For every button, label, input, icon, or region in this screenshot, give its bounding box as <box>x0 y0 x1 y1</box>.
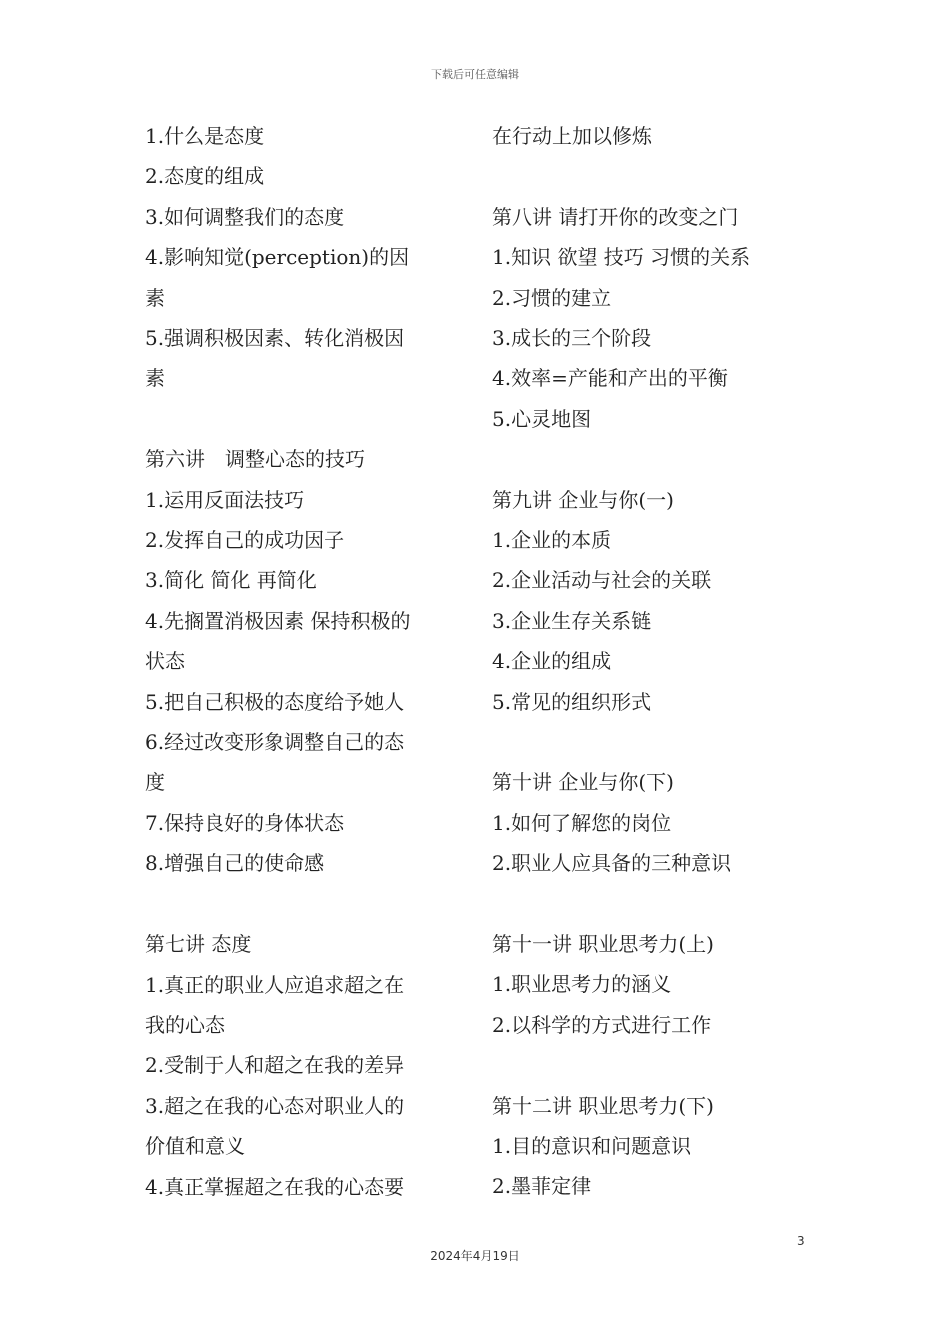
left-column <box>145 116 467 1207</box>
list-item: 2.职业人应具备的三种意识 <box>492 851 732 876</box>
list-item: 5.强调积极因素、转化消极因 <box>145 326 405 351</box>
list-item: 4.影响知觉(perception)的因 <box>145 245 410 270</box>
list-item: 3.企业生存关系链 <box>492 608 652 633</box>
lecture-heading: 第七讲 态度 <box>145 932 252 957</box>
page-number: 3 <box>797 1234 805 1248</box>
blank-line <box>145 884 467 924</box>
list-item: 在行动上加以修炼 <box>492 124 652 148</box>
list-item: 价值和意义 <box>145 1134 245 1159</box>
list-item: 5.把自己积极的态度给予她人 <box>145 689 405 714</box>
list-item: 8.增强自己的使命感 <box>145 851 325 876</box>
list-item: 4.效率=产能和产出的平衡 <box>492 366 728 391</box>
blank-line <box>492 439 822 479</box>
list-item: 5.心灵地图 <box>492 406 592 431</box>
blank-line <box>492 1045 822 1085</box>
list-item: 4.企业的组成 <box>492 649 612 674</box>
list-item: 素 <box>145 366 165 391</box>
list-item: 2.以科学的方式进行工作 <box>492 1012 712 1037</box>
list-item: 4.真正掌握超之在我的心态要 <box>145 1174 405 1199</box>
lecture-heading: 第十二讲 职业思考力(下) <box>492 1093 714 1118</box>
list-item: 6.经过改变形象调整自己的态 <box>145 730 405 755</box>
lecture-heading: 第八讲 请打开你的改变之门 <box>492 204 739 229</box>
list-item: 1.运用反面法技巧 <box>145 487 305 512</box>
list-item: 4.先搁置消极因素 保持积极的 <box>145 608 411 633</box>
blank-line <box>492 884 822 924</box>
list-item: 1.如何了解您的岗位 <box>492 810 672 835</box>
blank-line <box>492 722 822 762</box>
list-item: 素 <box>145 285 165 310</box>
blank-line <box>492 156 822 196</box>
list-item: 2.发挥自己的成功因子 <box>145 528 345 553</box>
blank-line <box>145 399 467 439</box>
list-item: 我的心态 <box>145 1012 225 1037</box>
list-item: 1.什么是态度 <box>145 124 265 148</box>
list-item: 3.超之在我的心态对职业人的 <box>145 1093 405 1118</box>
list-item: 5.常见的组织形式 <box>492 689 652 714</box>
list-item: 2.墨菲定律 <box>492 1174 592 1199</box>
list-item: 度 <box>145 770 165 795</box>
list-item: 状态 <box>145 649 185 674</box>
list-item: 3.简化 简化 再简化 <box>145 568 317 593</box>
list-item: 1.企业的本质 <box>492 528 612 553</box>
list-item: 1.目的意识和问题意识 <box>492 1134 692 1159</box>
list-item: 7.保持良好的身体状态 <box>145 810 345 835</box>
list-item: 2.受制于人和超之在我的差异 <box>145 1053 405 1078</box>
lecture-heading: 第九讲 企业与你(一) <box>492 487 674 512</box>
list-item: 3.如何调整我们的态度 <box>145 204 345 229</box>
lecture-heading: 第十一讲 职业思考力(上) <box>492 932 714 957</box>
list-item: 1.职业思考力的涵义 <box>492 972 672 997</box>
lecture-heading: 第十讲 企业与你(下) <box>492 770 674 795</box>
list-item: 2.习惯的建立 <box>492 285 612 310</box>
right-column <box>492 116 822 1207</box>
footer-date: 2024年4月19日 <box>430 1249 520 1263</box>
list-item: 3.成长的三个阶段 <box>492 326 652 351</box>
page-header: 下载后可任意编辑 <box>431 68 519 81</box>
list-item: 2.企业活动与社会的关联 <box>492 568 712 593</box>
list-item: 1.知识 欲望 技巧 习惯的关系 <box>492 245 751 270</box>
list-item: 1.真正的职业人应追求超之在 <box>145 972 405 997</box>
list-item: 2.态度的组成 <box>145 164 265 189</box>
lecture-heading: 第六讲 调整心态的技巧 <box>145 447 365 472</box>
